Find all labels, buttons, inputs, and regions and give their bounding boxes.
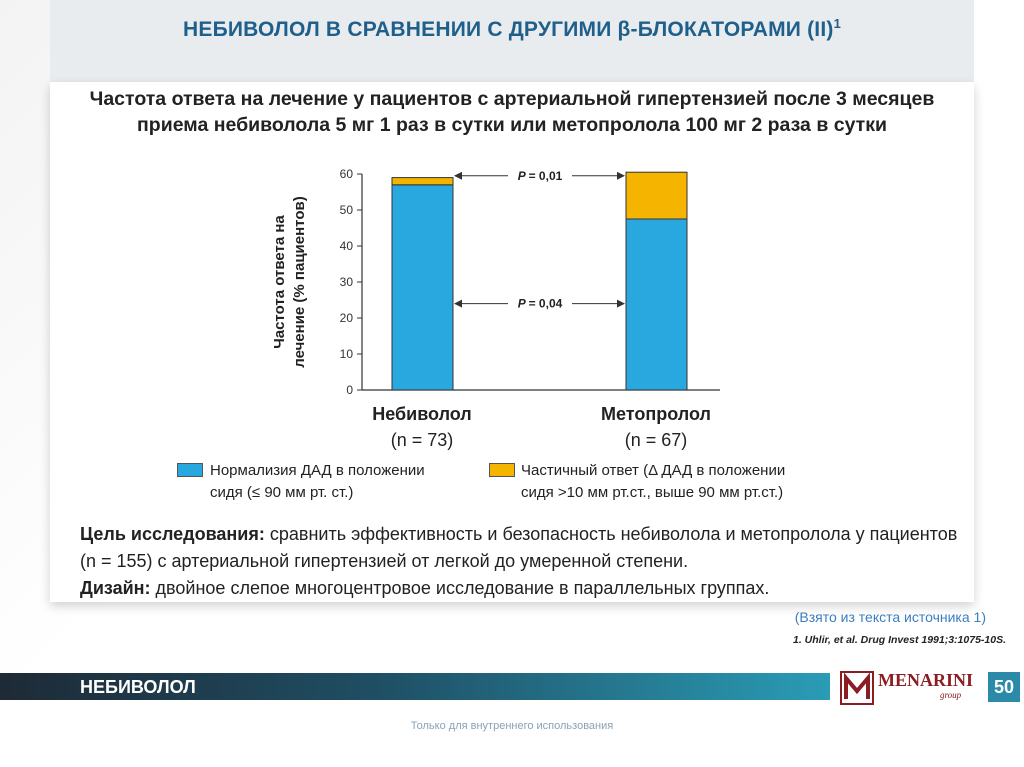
chart-subtitle: Частота ответа на лечение у пациентов с артериальной гипертензией после 3 месяцев приема небиволола 5 мг 1 раз в сутки или метопролола 100 мг 2 раза в сутки	[89, 88, 935, 136]
legend-swatch-partial-response	[489, 463, 515, 477]
goal-text: сравнить эффективность и безопасность небиволола и метопролола у пациентов (n = 155) с артериальной гипертензией от легкой до умеренной степени.	[80, 524, 958, 571]
y-tick-label: 10	[339, 347, 353, 361]
footer-title: НЕБИВОЛОЛ	[80, 677, 196, 697]
bar-normalization-0	[392, 185, 453, 390]
source-reference: 1. Uhlir, et al. Drug Invest 1991;3:1075-10S.	[792, 634, 1006, 646]
brand-name: MENARINI	[878, 670, 974, 690]
study-description	[80, 521, 960, 602]
category-label-metoprolol: Метопролол (n = 67)	[601, 404, 711, 450]
design-text: двойное слепое многоцентровое исследование в параллельных группах.	[150, 578, 770, 598]
y-tick-label: 0	[346, 383, 353, 397]
bar-partial-1	[626, 172, 687, 219]
y-axis-label-line-1: Частота ответа на	[271, 215, 288, 349]
page-number: 50	[988, 672, 1020, 702]
y-tick-label: 40	[339, 239, 353, 253]
legend-entry-partial-response: Частичный ответ (Δ ДАД в положении сидя >10 мм рт.ст., выше 90 мм рт.ст.)	[521, 462, 786, 501]
y-tick-label: 30	[339, 275, 353, 289]
source-note: (Взято из текста источника 1)	[794, 609, 986, 625]
design-label: Дизайн:	[80, 578, 151, 598]
slide-title: НЕБИВОЛОЛ В СРАВНЕНИИ С ДРУГИМИ β-БЛОКАТОРАМИ (II)$^1$	[183, 16, 841, 41]
y-axis-label-line-2: лечение (% пациентов)	[291, 196, 308, 368]
menarini-logo-icon	[840, 671, 874, 705]
bar-normalization-1	[626, 219, 687, 390]
brand-sub: group	[940, 690, 962, 700]
y-tick-label: 20	[339, 311, 353, 325]
p-value-label-1: P = 0,04	[517, 296, 563, 311]
p-value-label-0: P = 0,01	[517, 168, 563, 183]
confidential-note: Только для внутреннего использования	[410, 720, 614, 732]
bar-partial-0	[392, 178, 453, 185]
goal-label: Цель исследования:	[80, 524, 265, 544]
category-label-nebivolol: Небиволол (n = 73)	[372, 404, 472, 450]
legend-entry-normalization: Нормализия ДАД в положении сидя (≤ 90 мм рт. ст.)	[210, 462, 425, 501]
y-tick-label: 60	[339, 167, 353, 181]
y-tick-label: 50	[339, 203, 353, 217]
legend-swatch-normalization	[177, 463, 203, 477]
